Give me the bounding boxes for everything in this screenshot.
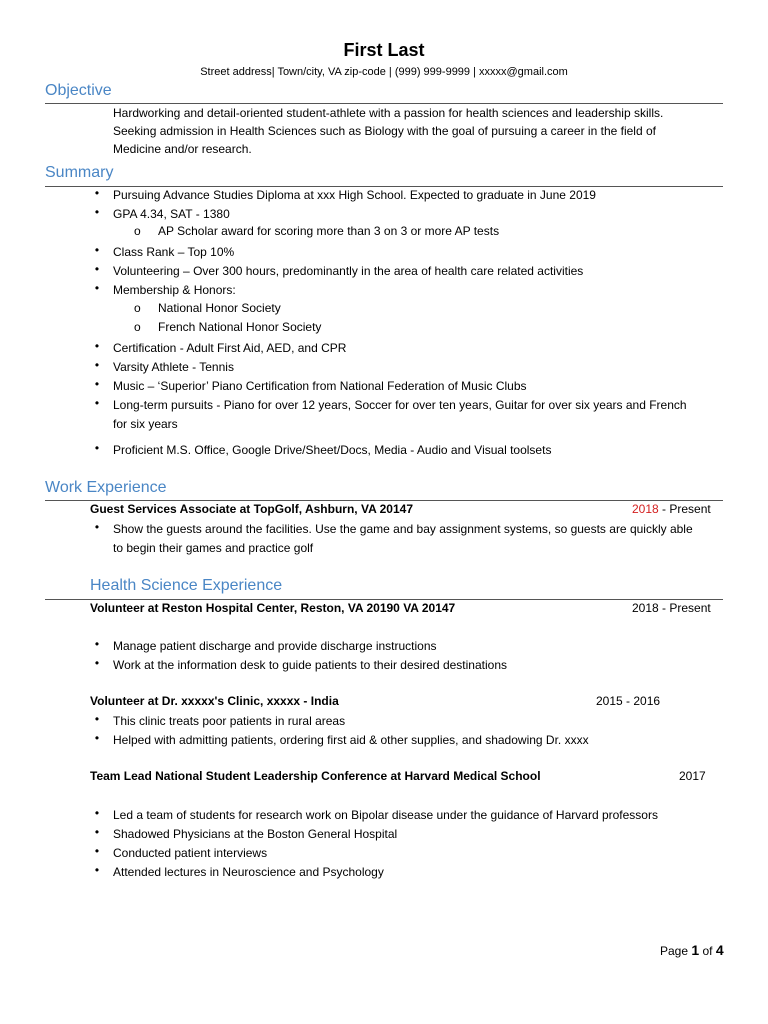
- section-divider: [45, 500, 723, 501]
- work-heading: Work Experience: [45, 479, 167, 496]
- job-date: 2017: [679, 769, 706, 783]
- list-item: Led a team of students for research work on Bipolar disease under the guidance of Harvard professors: [113, 808, 658, 822]
- bullet-icon: •: [94, 281, 100, 295]
- job-title: Volunteer at Dr. xxxxx's Clinic, xxxxx - India: [90, 694, 339, 708]
- list-item: Show the guests around the facilities. Use the game and bay assignment systems, so guests are quickly able: [113, 522, 693, 536]
- bullet-icon: •: [94, 358, 100, 372]
- bullet-icon: •: [94, 637, 100, 651]
- list-item-continuation: to begin their games and practice golf: [113, 541, 314, 555]
- bullet-icon: •: [94, 186, 100, 200]
- job-title: Team Lead National Student Leadership Conference at Harvard Medical School: [90, 769, 541, 783]
- list-item: Conducted patient interviews: [113, 846, 268, 860]
- list-item: Class Rank – Top 10%: [113, 245, 235, 259]
- sub-bullet-icon: o: [134, 224, 141, 238]
- bullet-icon: •: [94, 825, 100, 839]
- health-heading: Health Science Experience: [90, 577, 283, 594]
- bullet-icon: •: [94, 396, 100, 410]
- list-item: Proficient M.S. Office, Google Drive/Sheet/Docs, Media - Audio and Visual toolsets: [113, 443, 552, 457]
- objective-heading: Objective: [45, 82, 112, 99]
- objective-line: Medicine and/or research.: [113, 142, 252, 156]
- list-item: Long-term pursuits - Piano for over 12 years, Soccer for over ten years, Guitar for over six years and French: [113, 398, 687, 412]
- objective-line: Hardworking and detail-oriented student-athlete with a passion for health sciences and leadership skills.: [113, 106, 664, 120]
- bullet-icon: •: [94, 339, 100, 353]
- list-item-continuation: for six years: [113, 417, 178, 431]
- list-item: Attended lectures in Neuroscience and Psychology: [113, 865, 384, 879]
- list-item: National Honor Society: [158, 301, 281, 315]
- section-divider: [45, 599, 723, 600]
- job-date-start: 2018: [632, 502, 659, 516]
- list-item: Helped with admitting patients, ordering first aid & other supplies, and shadowing Dr. xxxx: [113, 733, 589, 747]
- bullet-icon: •: [94, 520, 100, 534]
- job-date: 2015 - 2016: [596, 694, 661, 708]
- job-title: Volunteer at Reston Hospital Center, Reston, VA 20190 VA 20147: [90, 601, 456, 615]
- page-number: [660, 942, 724, 958]
- list-item: GPA 4.34, SAT - 1380: [113, 207, 230, 221]
- bullet-icon: •: [94, 712, 100, 726]
- list-item: French National Honor Society: [158, 320, 322, 334]
- job-title: Guest Services Associate at TopGolf, Ashburn, VA 20147: [90, 502, 413, 516]
- page-prefix: Page: [660, 944, 692, 958]
- list-item: Shadowed Physicians at the Boston General Hospital: [113, 827, 398, 841]
- list-item: Membership & Honors:: [113, 283, 236, 297]
- bullet-icon: •: [94, 441, 100, 455]
- bullet-icon: •: [94, 656, 100, 670]
- sub-bullet-icon: o: [134, 301, 141, 315]
- contact-line: Street address| Town/city, VA zip-code | (999) 999-9999 | xxxxx@gmail.com: [200, 66, 568, 78]
- list-item: Certification - Adult First Aid, AED, and CPR: [113, 341, 347, 355]
- objective-line: Seeking admission in Health Sciences such as Biology with the goal of pursuing a career in the field of: [113, 124, 656, 138]
- list-item: Pursuing Advance Studies Diploma at xxx High School. Expected to graduate in June 2019: [113, 188, 596, 202]
- resume-name: First Last: [343, 40, 425, 60]
- bullet-icon: •: [94, 262, 100, 276]
- bullet-icon: •: [94, 377, 100, 391]
- bullet-icon: •: [94, 243, 100, 257]
- bullet-icon: •: [94, 844, 100, 858]
- sub-bullet-icon: o: [134, 320, 141, 334]
- page-of: of: [699, 944, 716, 958]
- list-item: Varsity Athlete - Tennis: [113, 360, 234, 374]
- current-page: 1: [691, 942, 700, 958]
- bullet-icon: •: [94, 806, 100, 820]
- list-item: AP Scholar award for scoring more than 3 on 3 or more AP tests: [158, 224, 500, 238]
- bullet-icon: •: [94, 731, 100, 745]
- job-date-end: - Present: [658, 502, 711, 516]
- summary-heading: Summary: [45, 164, 114, 181]
- list-item: This clinic treats poor patients in rural areas: [113, 714, 346, 728]
- job-date: [632, 502, 711, 516]
- list-item: Volunteering – Over 300 hours, predominantly in the area of health care related activities: [113, 264, 584, 278]
- total-pages: 4: [715, 942, 724, 958]
- list-item: Music – ‘Superior’ Piano Certification from National Federation of Music Clubs: [113, 379, 527, 393]
- list-item: Manage patient discharge and provide discharge instructions: [113, 639, 437, 653]
- bullet-icon: •: [94, 863, 100, 877]
- list-item: Work at the information desk to guide patients to their desired destinations: [113, 658, 508, 672]
- job-date: 2018 - Present: [632, 601, 711, 615]
- bullet-icon: •: [94, 205, 100, 219]
